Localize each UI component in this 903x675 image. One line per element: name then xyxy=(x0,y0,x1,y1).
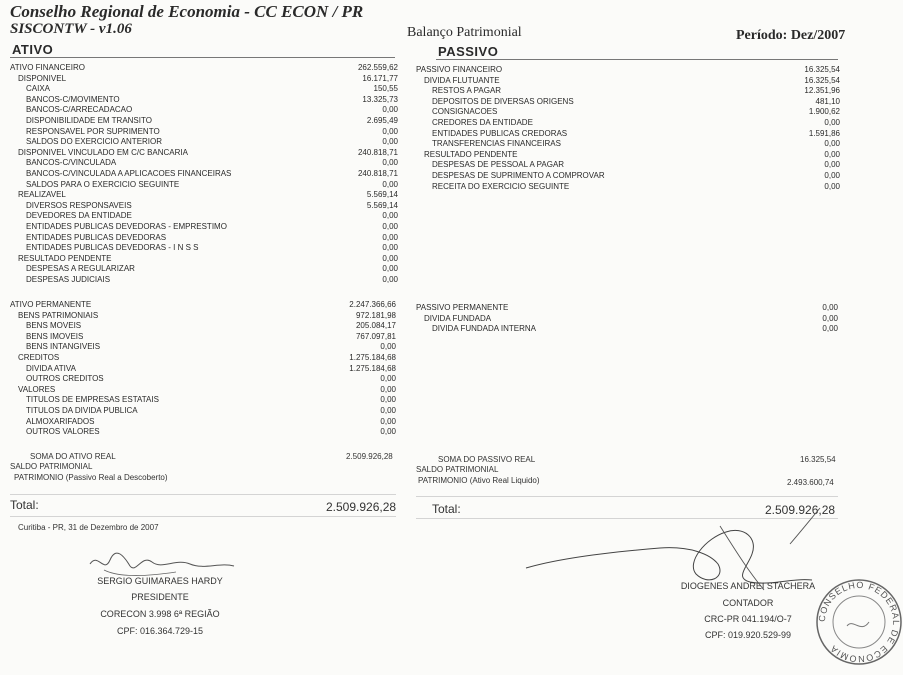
account-value: 262.559,62 xyxy=(357,63,398,72)
account-value: 0,00 xyxy=(822,324,838,334)
account-label: DIVERSOS RESPONSAVEIS xyxy=(26,200,132,210)
account-value: 0,00 xyxy=(380,395,396,405)
account-value: 0,00 xyxy=(380,342,396,352)
account-value: 0,00 xyxy=(382,179,398,189)
account-label: DESPESAS DE SUPRIMENTO A COMPROVAR xyxy=(432,170,605,180)
account-label: SALDOS DO EXERCICIO ANTERIOR xyxy=(26,137,163,147)
passivo-total-label: Total: xyxy=(432,502,461,516)
ativo-financeiro-table xyxy=(10,63,398,285)
passivo-patrimonio-value: 2.493.600,74 xyxy=(787,478,834,487)
account-row xyxy=(10,180,398,191)
account-value: 150,55 xyxy=(373,84,398,94)
account-label: CREDORES DA ENTIDADE xyxy=(432,117,533,127)
passivo-total-rule xyxy=(416,496,838,497)
account-value: 0,00 xyxy=(824,181,840,191)
ativo-heading: ATIVO xyxy=(12,42,54,57)
account-value: 0,00 xyxy=(382,137,398,147)
account-label: DIVIDA FUNDADA xyxy=(424,313,492,323)
account-label: BENS MOVEIS xyxy=(26,321,82,331)
account-row xyxy=(10,427,396,438)
account-label: CAIXA xyxy=(26,84,51,94)
account-row xyxy=(416,150,840,161)
account-label: DESPESAS DE PESSOAL A PAGAR xyxy=(432,160,565,170)
account-label: BANCOS-C/ARRECADACAO xyxy=(26,105,133,115)
account-label: DESPESAS JUDICIAIS xyxy=(26,274,111,284)
account-label: TITULOS DE EMPRESAS ESTATAIS xyxy=(26,395,159,405)
account-label: TITULOS DA DIVIDA PUBLICA xyxy=(26,405,138,415)
passivo-permanente-table xyxy=(416,303,838,335)
account-value: 0,00 xyxy=(822,303,838,312)
account-label: DIVIDA FLUTUANTE xyxy=(424,75,500,85)
account-value: 0,00 xyxy=(382,264,398,274)
account-row xyxy=(416,129,840,140)
account-row xyxy=(10,254,398,265)
account-value: 1.900,62 xyxy=(808,107,840,117)
account-row xyxy=(10,243,398,254)
account-label: CONSIGNACOES xyxy=(432,107,498,117)
account-value: 972.181,98 xyxy=(355,310,396,320)
account-row xyxy=(10,332,396,343)
president-registry: CORECON 3.998 6ª REGIÃO xyxy=(100,609,220,619)
account-label: DEPOSITOS DE DIVERSAS ORIGENS xyxy=(432,96,574,106)
account-row xyxy=(10,169,398,180)
account-label: OUTROS VALORES xyxy=(26,427,100,437)
account-row xyxy=(10,148,398,159)
account-value: 16.171,77 xyxy=(362,73,398,83)
account-label: RECEITA DO EXERCICIO SEGUINTE xyxy=(432,181,570,191)
account-value: 0,00 xyxy=(382,211,398,221)
account-row xyxy=(10,264,398,275)
ativo-total-value: 2.509.926,28 xyxy=(326,500,397,514)
account-row xyxy=(10,95,398,106)
ativo-saldo-label: SALDO PATRIMONIAL xyxy=(10,462,93,471)
passivo-heading: PASSIVO xyxy=(438,44,499,59)
account-row xyxy=(10,311,396,322)
period-label: Período: Dez/2007 xyxy=(736,28,846,43)
account-row xyxy=(416,171,840,182)
passivo-saldo-label: SALDO PATRIMONIAL xyxy=(416,465,499,474)
passivo-total-value: 2.509.926,28 xyxy=(765,503,836,517)
account-value: 0,00 xyxy=(380,384,396,394)
account-value: 5.569,14 xyxy=(366,200,398,210)
ativo-permanente-table xyxy=(10,300,396,438)
ativo-patrimonio-label: PATRIMONIO (Passivo Real a Descoberto) xyxy=(14,473,168,482)
account-row xyxy=(416,160,840,171)
place-date: Curitiba - PR, 31 de Dezembro de 2007 xyxy=(18,523,159,532)
account-row xyxy=(416,139,840,150)
account-label: BENS PATRIMONIAIS xyxy=(18,310,99,320)
account-label: DEVEDORES DA ENTIDADE xyxy=(26,211,132,221)
passivo-financeiro-table xyxy=(416,65,840,192)
account-row xyxy=(10,417,396,428)
account-value: 0,00 xyxy=(380,427,396,437)
account-row xyxy=(10,105,398,116)
account-label: PASSIVO PERMANENTE xyxy=(416,303,509,312)
account-row xyxy=(10,406,396,417)
account-value: 0,00 xyxy=(824,170,840,180)
account-row xyxy=(10,342,396,353)
account-value: 0,00 xyxy=(380,374,396,384)
account-row xyxy=(10,222,398,233)
account-value: 0,00 xyxy=(822,313,838,323)
account-row xyxy=(10,84,398,95)
account-label: ALMOXARIFADOS xyxy=(26,416,95,426)
account-value: 0,00 xyxy=(382,253,398,263)
account-label: BANCOS-C/VINCULADA xyxy=(26,158,117,168)
account-value: 0,00 xyxy=(382,158,398,168)
account-value: 0,00 xyxy=(380,416,396,426)
account-label: OUTROS CREDITOS xyxy=(26,374,104,384)
account-label: ATIVO FINANCEIRO xyxy=(10,63,85,72)
account-row xyxy=(10,321,396,332)
council-stamp xyxy=(815,578,903,666)
account-row xyxy=(416,86,840,97)
stamp-text: CONSELHO FEDERAL DE ECONOMIA xyxy=(816,579,902,665)
account-value: 0,00 xyxy=(824,139,840,149)
system-version: SISCONTW - v1.06 xyxy=(10,21,132,37)
account-label: DIVIDA ATIVA xyxy=(26,363,76,373)
account-label: ATIVO PERMANENTE xyxy=(10,300,92,309)
account-value: 1.275.184,68 xyxy=(349,363,396,373)
account-row xyxy=(10,353,396,364)
account-value: 0,00 xyxy=(382,221,398,231)
account-row xyxy=(416,107,840,118)
account-value: 0,00 xyxy=(382,126,398,136)
account-label: TRANSFERENCIAS FINANCEIRAS xyxy=(432,139,561,149)
account-row xyxy=(416,303,838,314)
account-value: 1.275.184,68 xyxy=(349,352,396,362)
account-row xyxy=(10,300,396,311)
president-name: SERGIO GUIMARAES HARDY xyxy=(97,576,223,586)
account-label: ENTIDADES PUBLICAS DEVEDORAS - EMPRESTIMO xyxy=(26,221,227,231)
passivo-heading-rule xyxy=(436,59,838,60)
ativo-soma-label: SOMA DO ATIVO REAL xyxy=(30,452,116,461)
account-value: 13.325,73 xyxy=(362,94,398,104)
account-value: 205.084,17 xyxy=(355,321,396,331)
account-label: RESTOS A PAGAR xyxy=(432,86,502,96)
account-row xyxy=(10,127,398,138)
account-row xyxy=(10,201,398,212)
accountant-role: CONTADOR xyxy=(722,598,774,608)
account-label: SALDOS PARA O EXERCICIO SEGUINTE xyxy=(26,179,180,189)
ativo-soma-value: 2.509.926,28 xyxy=(346,452,393,461)
account-row xyxy=(10,137,398,148)
account-label: BENS IMOVEIS xyxy=(26,331,84,341)
account-row xyxy=(10,275,398,286)
account-label: DISPONIVEL xyxy=(18,73,67,83)
account-value: 5.569,14 xyxy=(366,190,398,200)
account-value: 16.325,54 xyxy=(804,75,840,85)
account-label: ENTIDADES PUBLICAS DEVEDORAS xyxy=(26,232,167,242)
president-role: PRESIDENTE xyxy=(131,592,189,602)
account-label: RESPONSAVEL POR SUPRIMENTO xyxy=(26,126,160,136)
account-label: ENTIDADES PUBLICAS CREDORAS xyxy=(432,128,568,138)
ativo-total-rule xyxy=(10,494,396,495)
account-row xyxy=(416,182,840,193)
ativo-total-underline xyxy=(10,516,396,517)
account-label: REALIZAVEL xyxy=(18,190,66,200)
account-row xyxy=(10,211,398,222)
account-row xyxy=(10,158,398,169)
account-row xyxy=(416,97,840,108)
account-label: DISPONIVEL VINCULADO EM C/C BANCARIA xyxy=(18,147,188,157)
account-label: BANCOS-C/MOVIMENTO xyxy=(26,94,120,104)
accountant-cpf: CPF: 019.920.529-99 xyxy=(704,630,792,640)
accountant-name: DIOGENES ANDREI STACHERA xyxy=(680,581,816,591)
account-value: 0,00 xyxy=(382,274,398,284)
account-row xyxy=(10,190,398,201)
document-title: Balanço Patrimonial xyxy=(407,25,522,40)
account-row xyxy=(10,116,398,127)
account-value: 2.695,49 xyxy=(366,115,398,125)
account-value: 2.247.366,66 xyxy=(349,300,396,309)
account-value: 0,00 xyxy=(824,117,840,127)
svg-text:CONSELHO FEDERAL DE ECONOMIA xyxy=(817,580,901,664)
accountant-registry: CRC-PR 041.194/O-7 xyxy=(704,614,792,624)
account-value: 12.351,96 xyxy=(804,86,840,96)
account-row xyxy=(416,76,840,87)
account-row xyxy=(10,63,398,74)
ativo-total-label: Total: xyxy=(10,498,39,512)
account-row xyxy=(10,233,398,244)
account-value: 0,00 xyxy=(824,160,840,170)
ativo-heading-rule xyxy=(10,57,395,58)
account-row xyxy=(10,364,396,375)
account-row xyxy=(416,314,838,325)
account-value: 0,00 xyxy=(382,105,398,115)
account-value: 240.818,71 xyxy=(357,147,398,157)
account-value: 0,00 xyxy=(380,405,396,415)
passivo-soma-label: SOMA DO PASSIVO REAL xyxy=(438,455,536,464)
passivo-patrimonio-label: PATRIMONIO (Ativo Real Liquido) xyxy=(418,476,540,485)
account-value: 1.591,86 xyxy=(808,128,840,138)
account-label: DISPONIBILIDADE EM TRANSITO xyxy=(26,115,152,125)
account-row xyxy=(10,374,396,385)
account-value: 16.325,54 xyxy=(804,65,840,74)
president-cpf: CPF: 016.364.729-15 xyxy=(116,626,204,636)
account-row xyxy=(10,395,396,406)
account-value: 0,00 xyxy=(382,243,398,253)
account-value: 240.818,71 xyxy=(357,168,398,178)
account-label: DESPESAS A REGULARIZAR xyxy=(26,264,135,274)
organization-title: Conselho Regional de Economia - CC ECON / PR xyxy=(10,2,364,21)
account-label: DIVIDA FUNDADA INTERNA xyxy=(432,324,537,334)
account-row xyxy=(10,385,396,396)
account-label: RESULTADO PENDENTE xyxy=(424,149,518,159)
account-label: BENS INTANGIVEIS xyxy=(26,342,101,352)
account-label: BANCOS-C/VINCULADA A APLICACOES FINANCEIRAS xyxy=(26,168,232,178)
account-label: PASSIVO FINANCEIRO xyxy=(416,65,503,74)
account-row xyxy=(10,74,398,85)
account-value: 0,00 xyxy=(824,149,840,159)
account-label: VALORES xyxy=(18,384,56,394)
passivo-soma-value: 16.325,54 xyxy=(800,455,836,464)
account-value: 767.097,81 xyxy=(355,331,396,341)
account-row xyxy=(416,324,838,335)
account-label: ENTIDADES PUBLICAS DEVEDORAS - I N S S xyxy=(26,243,199,253)
account-row xyxy=(416,118,840,129)
account-value: 481,10 xyxy=(815,96,840,106)
account-row xyxy=(416,65,840,76)
account-label: CREDITOS xyxy=(18,352,60,362)
account-label: RESULTADO PENDENTE xyxy=(18,253,112,263)
account-value: 0,00 xyxy=(382,232,398,242)
